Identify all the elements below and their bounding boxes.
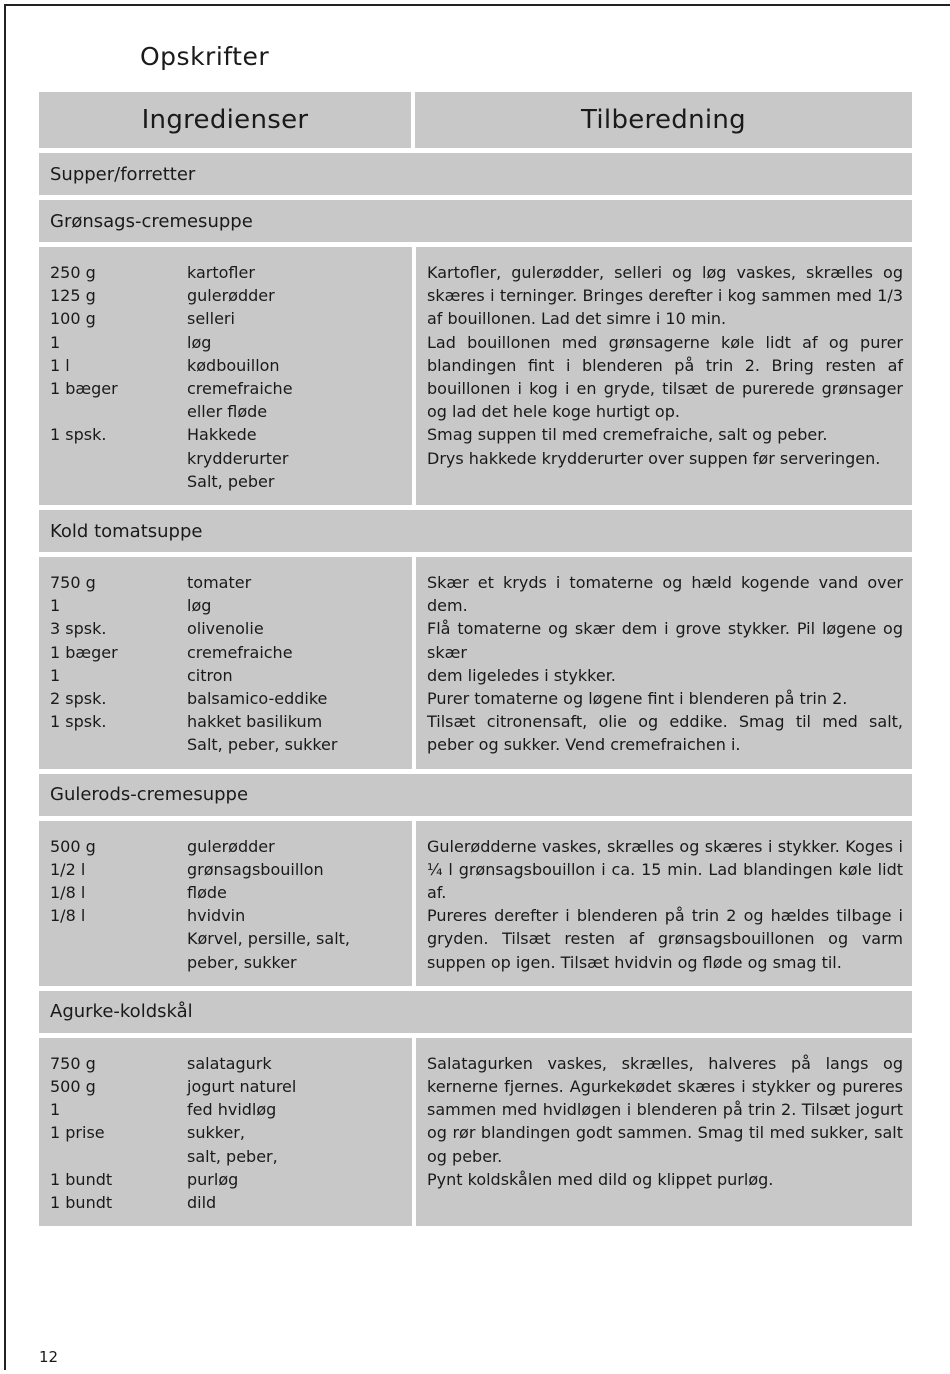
ingredient-quantity: 1 l <box>50 355 70 375</box>
recipe-row <box>39 247 912 505</box>
ingredient-line <box>50 423 412 446</box>
ingredient-name: eller fløde <box>187 402 268 422</box>
header-preparation: Tilberedning <box>415 92 912 148</box>
ingredient-quantity: 2 spsk. <box>50 689 107 709</box>
ingredient-name: Salt, peber <box>187 471 275 491</box>
ingredient-line <box>50 284 412 307</box>
recipe-row <box>39 557 912 769</box>
ingredient-quantity: 1 bundt <box>50 1193 113 1213</box>
ingredient-name: citron <box>187 665 233 685</box>
ingredient-name: kødbouillon <box>187 355 280 375</box>
ingredient-line <box>50 835 412 858</box>
preparation-paragraph: Gulerødderne vaskes, skrælles og skæres i stykker. Koges i ¼ l grønsagsbouillon i ca. 15 min. Lad blandingen køle lidt af. <box>427 836 903 903</box>
ingredient-quantity <box>50 1145 187 1168</box>
ingredient-quantity: 1 prise <box>50 1123 105 1143</box>
ingredient-name: gulerødder <box>187 836 275 856</box>
ingredient-quantity: 500 g <box>50 1077 96 1097</box>
ingredient-name: dild <box>187 1193 217 1213</box>
ingredient-quantity <box>50 470 187 493</box>
page-border-left <box>4 4 6 1370</box>
ingredient-quantity: 1 spsk. <box>50 425 107 445</box>
ingredient-quantity: 1 <box>50 332 61 352</box>
ingredient-line <box>50 881 412 904</box>
preparation-paragraph: Tilsæt citronensaft, olie og eddike. Smag til med salt, peber og sukker. Vend cremefraichen i. <box>427 712 903 755</box>
ingredient-line <box>50 1145 412 1168</box>
ingredient-name: selleri <box>187 309 235 329</box>
header-ingredients: Ingredienser <box>39 92 411 148</box>
ingredient-quantity: 3 spsk. <box>50 619 107 639</box>
ingredients-cell <box>39 247 412 505</box>
ingredient-name: cremefraiche <box>187 642 293 662</box>
page-number: 12 <box>39 1348 59 1366</box>
preparation-paragraph: Lad bouillonen med grønsagerne køle lidt af og purer blandingen fint i blenderen på trin 2. Bring resten af bouillonen i kog i en gryde, tilsæt de purerede grønsager og lad det hele koge hurtigt op. <box>427 332 903 422</box>
ingredient-line <box>50 354 412 377</box>
preparation-paragraph: Kartofler, gulerødder, selleri og løg vaskes, skrælles og skæres i terninger. Bringes derefter i kog sammen med 1/3 af bouillonen. Lad det simre i 10 min. <box>427 263 903 329</box>
ingredient-quantity: 1/2 l <box>50 859 86 879</box>
ingredient-quantity: 1 bæger <box>50 379 118 399</box>
ingredient-line <box>50 664 412 687</box>
ingredient-quantity: 1 <box>50 1100 61 1120</box>
preparation-cell <box>416 247 912 505</box>
ingredient-name: salt, peber, <box>187 1146 278 1166</box>
ingredient-name: fløde <box>187 883 227 903</box>
ingredient-name: kartofler <box>187 263 255 282</box>
ingredient-name: salatagurk <box>187 1053 272 1073</box>
preparation-cell <box>416 821 912 986</box>
ingredient-quantity: 1/8 l <box>50 906 86 926</box>
recipe-list <box>39 200 912 1226</box>
recipe-title: Kold tomatsuppe <box>39 510 912 552</box>
ingredient-name: Hakkede <box>187 425 257 445</box>
table-header <box>39 92 912 148</box>
preparation-cell <box>416 557 912 769</box>
ingredient-quantity: 100 g <box>50 309 96 329</box>
ingredient-line <box>50 1121 412 1144</box>
ingredient-name: fed hvidløg <box>187 1100 277 1120</box>
ingredients-cell <box>39 557 412 769</box>
preparation-paragraph: Flå tomaterne og skær dem i grove stykker. Pil løgene og skær <box>427 619 903 662</box>
preparation-paragraph: dem ligeledes i stykker. <box>427 665 616 685</box>
ingredient-quantity: 250 g <box>50 263 96 282</box>
ingredient-line <box>50 1168 412 1191</box>
ingredient-quantity <box>50 447 187 470</box>
ingredient-quantity: 125 g <box>50 286 96 306</box>
preparation-paragraph: Pureres derefter i blenderen på trin 2 og hældes tilbage i gryden. Tilsæt resten af grønsagsbouillonen og varm suppen op igen. Tilsæt hvidvin og fløde og smag til. <box>427 906 903 972</box>
ingredient-name: grønsagsbouillon <box>187 859 324 879</box>
ingredient-name: sukker, <box>187 1123 245 1143</box>
ingredient-name: Salt, peber, sukker <box>187 735 338 755</box>
ingredient-line <box>50 617 412 640</box>
ingredient-quantity <box>50 951 187 974</box>
ingredient-line <box>50 710 412 733</box>
ingredient-quantity: 1 bæger <box>50 642 118 662</box>
ingredient-quantity <box>50 400 187 423</box>
recipe-title: Grønsags-cremesuppe <box>39 200 912 242</box>
ingredient-line <box>50 1052 412 1075</box>
ingredient-quantity <box>50 733 187 756</box>
ingredient-name: gulerødder <box>187 286 275 306</box>
preparation-paragraph: Drys hakkede krydderurter over suppen før serveringen. <box>427 448 881 468</box>
section-heading: Supper/forretter <box>39 153 912 195</box>
recipe-table <box>39 92 912 1231</box>
ingredients-cell <box>39 1038 412 1226</box>
recipe-title: Agurke-koldskål <box>39 991 912 1033</box>
ingredient-line <box>50 927 412 950</box>
recipe-title: Gulerods-cremesuppe <box>39 774 912 816</box>
ingredient-line <box>50 951 412 974</box>
ingredient-line <box>50 687 412 710</box>
ingredient-line <box>50 594 412 617</box>
ingredient-name: Kørvel, persille, salt, <box>187 929 350 949</box>
ingredient-quantity: 1 <box>50 665 61 685</box>
ingredient-quantity: 1 spsk. <box>50 712 107 732</box>
ingredient-line <box>50 331 412 354</box>
page-title: Opskrifter <box>140 42 270 71</box>
ingredient-quantity: 500 g <box>50 836 96 856</box>
recipe-row <box>39 821 912 986</box>
ingredient-quantity: 1 <box>50 596 61 616</box>
ingredient-line <box>50 904 412 927</box>
ingredient-name: krydderurter <box>187 448 289 468</box>
recipe-row <box>39 1038 912 1226</box>
ingredient-name: peber, sukker <box>187 952 297 972</box>
preparation-paragraph: Pynt koldskålen med dild og klippet purløg. <box>427 1169 774 1189</box>
ingredient-name: hvidvin <box>187 906 246 926</box>
ingredient-quantity: 750 g <box>50 573 96 593</box>
ingredient-quantity <box>50 927 187 950</box>
ingredient-name: purløg <box>187 1169 239 1189</box>
ingredient-line <box>50 1191 412 1214</box>
ingredient-line <box>50 261 412 284</box>
preparation-paragraph: Smag suppen til med cremefraiche, salt og peber. <box>427 425 828 445</box>
preparation-paragraph: Purer tomaterne og løgene fint i blenderen på trin 2. <box>427 689 848 709</box>
ingredients-cell <box>39 821 412 986</box>
ingredient-name: balsamico-eddike <box>187 689 328 709</box>
ingredient-line <box>50 470 412 493</box>
ingredient-line <box>50 400 412 423</box>
ingredient-name: løg <box>187 332 212 352</box>
ingredient-line <box>50 447 412 470</box>
ingredient-line <box>50 641 412 664</box>
ingredient-line <box>50 571 412 594</box>
ingredient-line <box>50 377 412 400</box>
preparation-paragraph: Salatagurken vaskes, skrælles, halveres på langs og kernerne fjernes. Agurkekødet skæres i stykker og pureres sammen med hvidløgen i blenderen på trin 2. Tilsæt jogurt og rør blandingen godt sammen. Smag til med sukker, salt og peber. <box>427 1053 903 1166</box>
ingredient-line <box>50 1098 412 1121</box>
ingredient-name: olivenolie <box>187 619 264 639</box>
ingredient-name: cremefraiche <box>187 379 293 399</box>
ingredient-line <box>50 1075 412 1098</box>
ingredient-name: løg <box>187 596 212 616</box>
page-border-top <box>4 4 950 6</box>
ingredient-name: tomater <box>187 573 252 593</box>
ingredient-name: hakket basilikum <box>187 712 323 732</box>
ingredient-quantity: 1 bundt <box>50 1169 113 1189</box>
ingredient-name: jogurt naturel <box>187 1077 297 1097</box>
ingredient-line <box>50 733 412 756</box>
ingredient-quantity: 1/8 l <box>50 883 86 903</box>
ingredient-line <box>50 858 412 881</box>
preparation-paragraph: Skær et kryds i tomaterne og hæld kogende vand over dem. <box>427 573 903 616</box>
preparation-cell <box>416 1038 912 1226</box>
ingredient-line <box>50 307 412 330</box>
ingredient-quantity: 750 g <box>50 1053 96 1073</box>
